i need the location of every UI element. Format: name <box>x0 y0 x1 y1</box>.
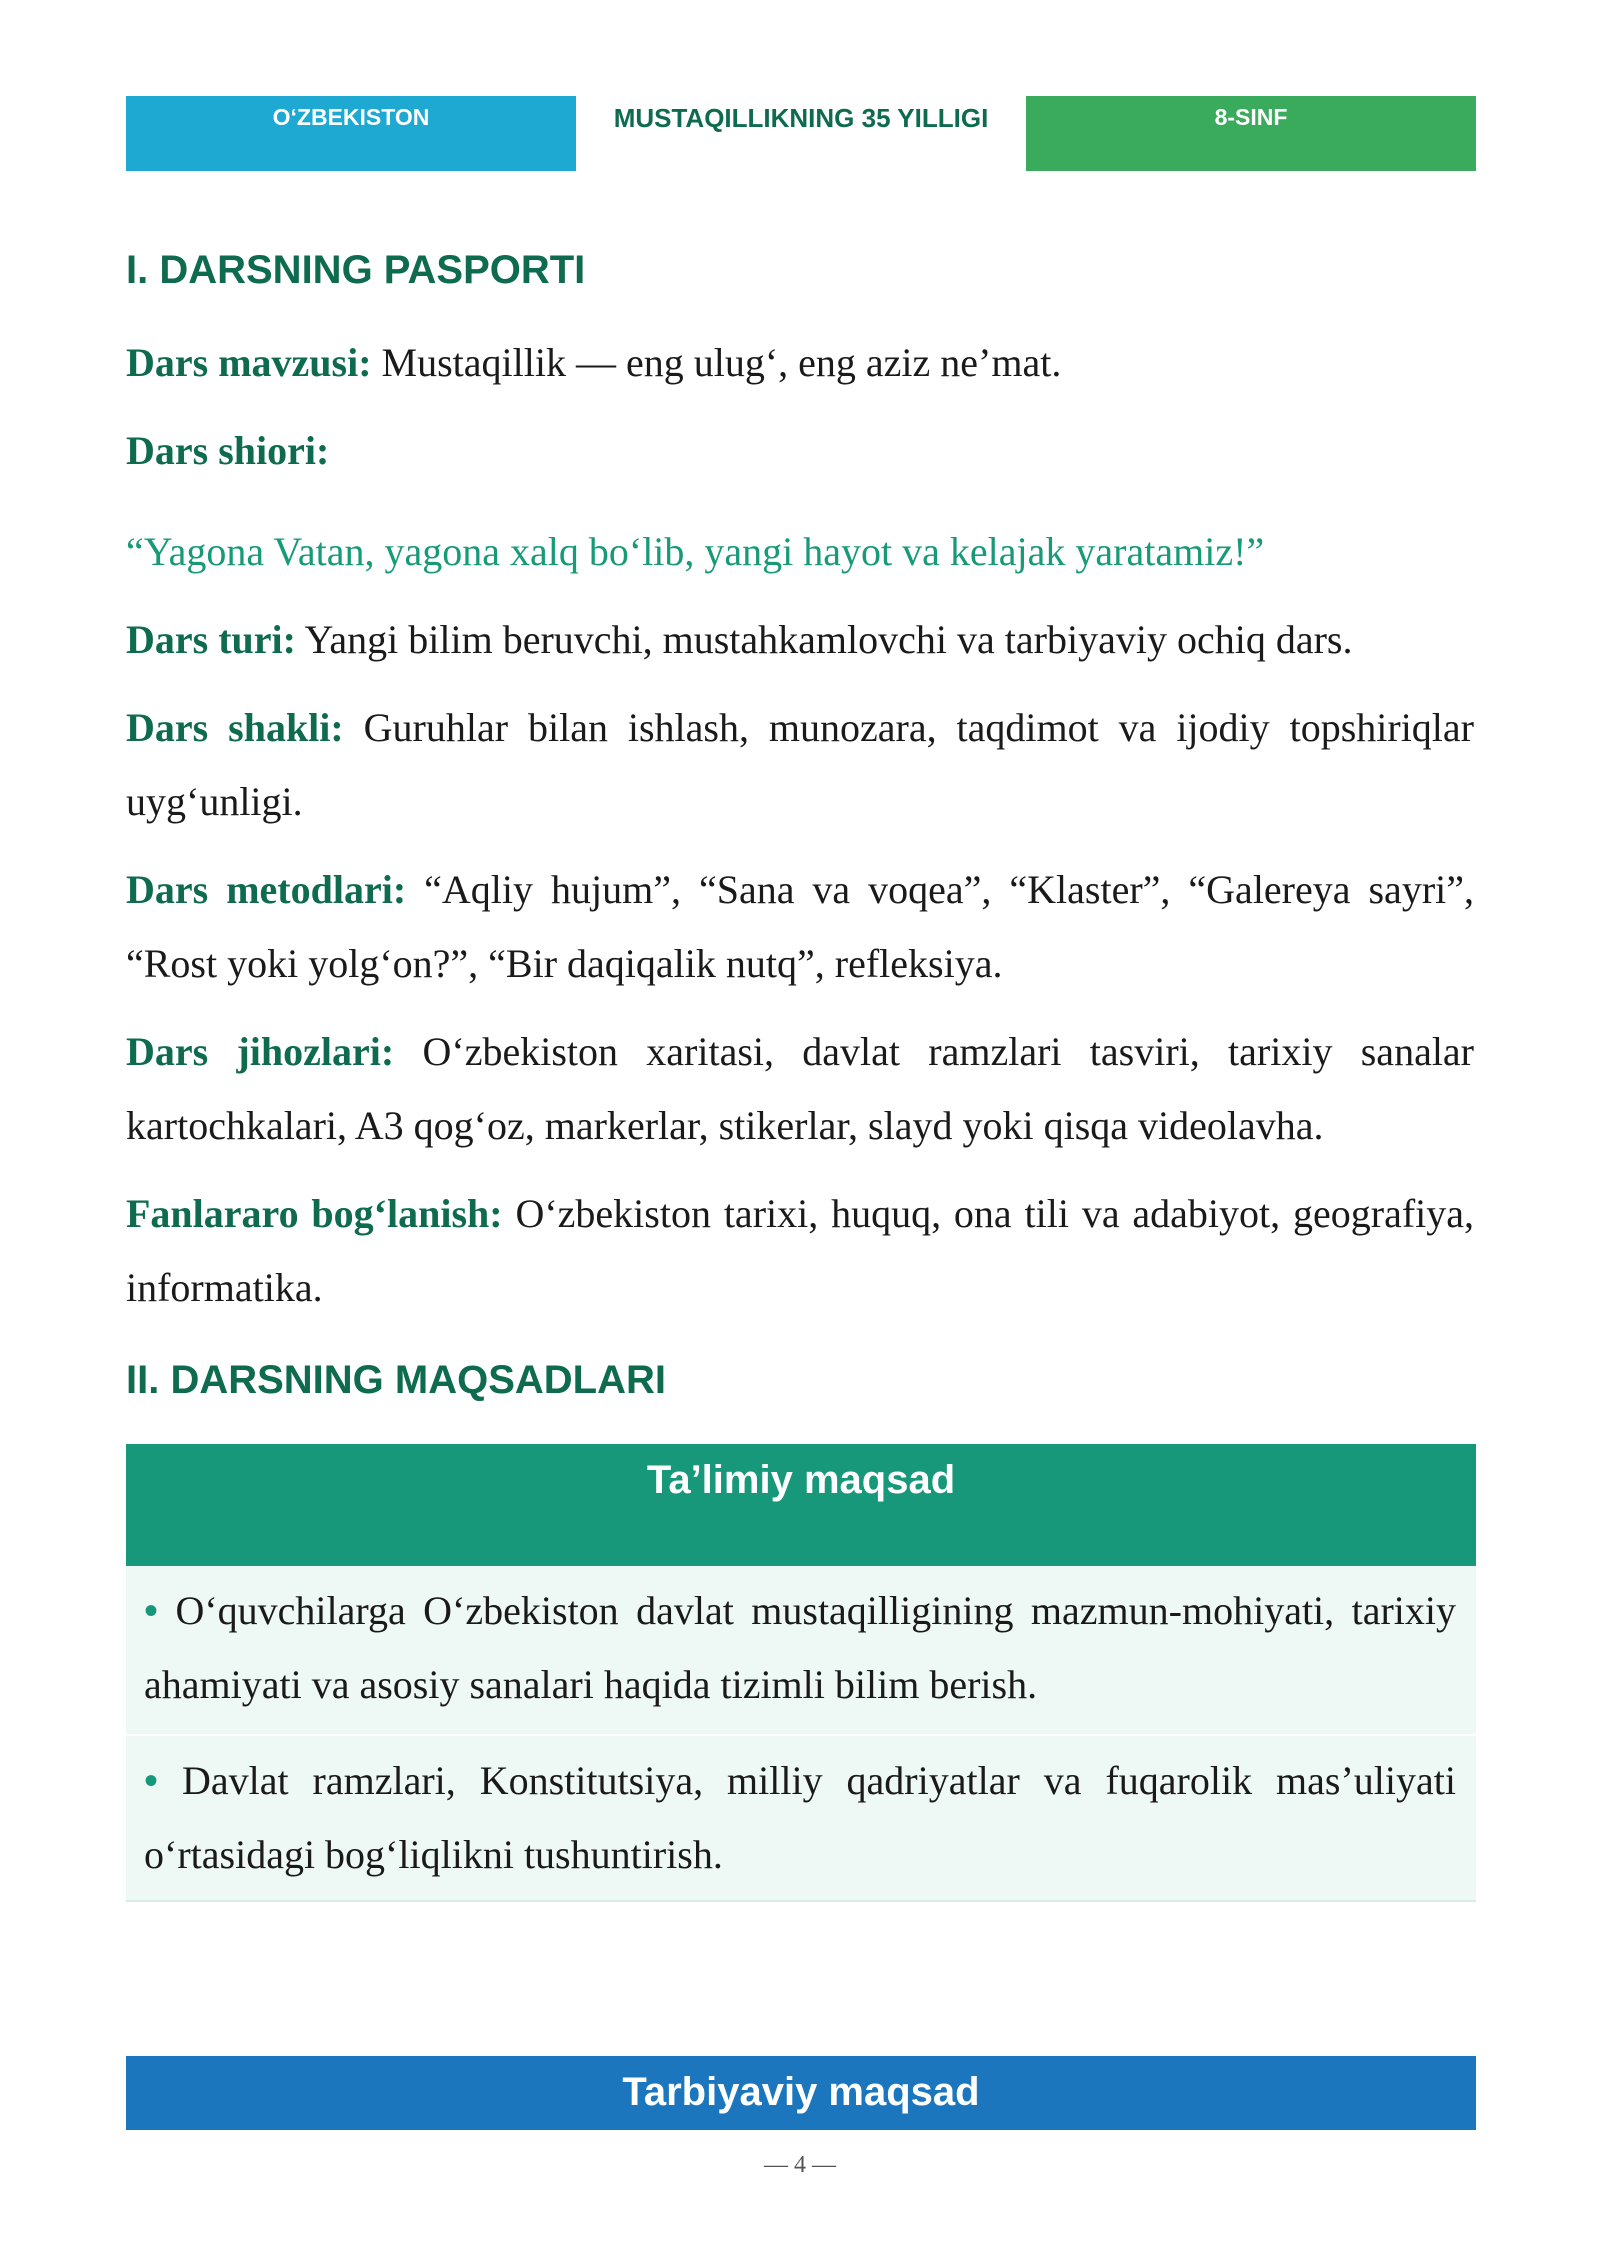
header-anniversary: MUSTAQILLIKNING 35 YILLIGI <box>576 96 1026 171</box>
lesson-type-text: Yangi bilim beruvchi, mustahkamlovchi va tarbiyaviy ochiq dars. <box>304 617 1353 662</box>
lesson-motto-label: Dars shiori: <box>126 428 330 473</box>
lesson-motto-label-line <box>126 414 1474 488</box>
section-title-passport: I. DARSNING PASPORTI <box>126 248 586 292</box>
header-grade: 8-SINF <box>1026 96 1476 171</box>
section-title-goals: II. DARSNING MAQSADLARI <box>126 1358 666 1402</box>
lesson-topic-label: Dars mavzusi: <box>126 340 372 385</box>
interdisciplinary-text: O‘zbekiston tarixi, huquq, ona tili va adabiyot, geografiya, informatika. <box>126 1191 1475 1310</box>
educational-goal-heading: Ta’limiy maqsad <box>126 1444 1476 1566</box>
lesson-equipment <box>126 1015 1474 1163</box>
interdisciplinary-label: Fanlararo bog‘lanish: <box>126 1191 503 1236</box>
page-header <box>126 96 1476 171</box>
lesson-topic-text: Mustaqillik — eng ulug‘, eng aziz ne’mat. <box>381 340 1062 385</box>
lesson-equipment-label: Dars jihozlari: <box>126 1029 395 1074</box>
upbringing-goal-heading: Tarbiyaviy maqsad <box>126 2056 1476 2130</box>
interdisciplinary-links <box>126 1177 1474 1325</box>
lesson-methods-label: Dars metodlari: <box>126 867 407 912</box>
lesson-motto-text: “Yagona Vatan, yagona xalq bo‘lib, yangi hayot va kelajak yaratamiz!” <box>126 529 1265 574</box>
header-country: O‘ZBEKISTON <box>126 96 576 171</box>
list-item-text: Davlat ramzlari, Konstitutsiya, milliy qadriyatlar va fuqarolik mas’uliyati o‘rtasidagi bog‘liqlikni tushuntirish. <box>144 1758 1456 1877</box>
lesson-type-label: Dars turi: <box>126 617 296 662</box>
lesson-equipment-text: O‘zbekiston xaritasi, davlat ramzlari tasviri, tarixiy sanalar kartochkalari, A3 qog‘oz, markerlar, stikerlar, slayd yoki qisqa videolavha. <box>126 1029 1475 1148</box>
lesson-methods-text: “Aqliy hujum”, “Sana va voqea”, “Klaster”, “Galereya sayri”, “Rost yoki yolg‘on?”, “Bir daqiqalik nutq”, refleksiya. <box>126 867 1474 986</box>
lesson-topic <box>126 326 1474 400</box>
lesson-type <box>126 603 1474 677</box>
list-item <box>126 1566 1476 1734</box>
educational-goal-list <box>126 1566 1476 1904</box>
list-item <box>126 1736 1476 1902</box>
bullet-icon: • <box>144 1588 159 1633</box>
lesson-form-text: Guruhlar bilan ishlash, munozara, taqdimot va ijodiy topshiriqlar uyg‘unligi. <box>126 705 1474 824</box>
list-item-text: O‘quvchilarga O‘zbekiston davlat mustaqilligining mazmun-mohiyati, tarixiy ahamiyati va asosiy sanalari haqida tizimli bilim berish. <box>144 1588 1457 1707</box>
page-number: — 4 — <box>764 2152 836 2178</box>
lesson-form <box>126 691 1474 839</box>
bullet-icon: • <box>144 1758 159 1803</box>
lesson-methods <box>126 853 1474 1001</box>
lesson-form-label: Dars shakli: <box>126 705 344 750</box>
